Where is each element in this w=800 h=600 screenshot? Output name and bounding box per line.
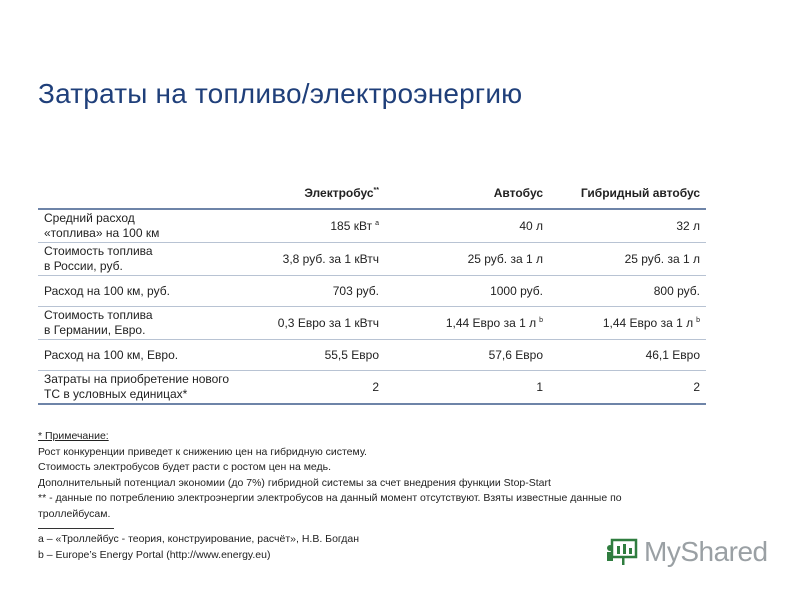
myshared-logo [606,536,768,568]
cell-hybrid [549,371,706,405]
table-row [38,371,706,405]
cell-electric [238,340,385,371]
row-label-line: «топлива» на 100 км [44,226,160,240]
cell-hybrid [549,276,706,307]
row-label-line: Стоимость топлива [44,308,153,322]
footnote-marker: a [375,220,379,227]
header-empty [38,178,238,209]
header-bus: Автобус [385,178,549,209]
table-header-row [38,178,706,209]
cell-value: 703 руб. [332,284,379,298]
cell-electric [238,209,385,243]
presentation-board-icon [606,537,638,567]
note-line: Рост конкуренции приведет к снижению цен на гибридную систему. [38,445,367,458]
header-electric: Электробус** [238,178,385,209]
cell-value: 1,44 Евро за 1 л [602,316,694,330]
row-label-line: Средний расход [44,211,135,225]
cell-value: 185 кВт [330,219,373,233]
cell-value: 25 руб. за 1 л [467,252,543,266]
fuel-cost-table [38,178,706,405]
row-label-line: ТС в условных единицах* [44,387,188,401]
cell-value: 1,44 Евро за 1 л [445,316,537,330]
row-label [38,371,238,405]
cell-electric [238,371,385,405]
cell-bus [385,340,549,371]
cell-value: 800 руб. [653,284,700,298]
cell-bus [385,276,549,307]
row-label [38,243,238,276]
row-label-line: Стоимость топлива [44,244,153,258]
row-label-line: Расход на 100 км, Евро. [44,347,179,362]
cell-hybrid [549,209,706,243]
cell-value: 55,5 Евро [324,348,379,362]
cell-electric [238,243,385,276]
footnote-marker: b [539,317,543,324]
cell-value: 1 [536,380,543,394]
cell-hybrid [549,307,706,340]
cell-hybrid [549,340,706,371]
row-label [38,209,238,243]
note-line: Дополнительный потенциал экономии (до 7%) гибридной системы за счет внедрения функции Stop-Start [38,476,551,489]
row-label-line: Расход на 100 км, руб. [44,283,170,298]
header-hybrid: Гибридный автобус [549,178,706,209]
row-label-line: в России, руб. [44,259,123,273]
row-label-line: в Германии, Евро. [44,323,146,337]
table-row [38,340,706,371]
cell-value: 0,3 Евро за 1 кВтч [277,316,379,330]
table-row [38,243,706,276]
cell-bus [385,307,549,340]
cell-electric [238,276,385,307]
note-line: Стоимость электробусов будет расти с ростом цен на медь. [38,461,332,473]
notes-heading: * Примечание: [38,430,109,442]
logo-text: MyShared [644,536,768,567]
table-row [38,276,706,307]
note-line: ** - данные по потреблению электроэнергии электробусов на данный момент отсутствуют. Взяты известные данные по троллейбусам. [38,492,622,520]
reference-b: b – Europe’s Energy Portal (http://www.energy.eu) [38,548,271,561]
cell-value: 25 руб. за 1 л [624,252,700,266]
footnote-marker: b [696,317,700,324]
cell-value: 2 [372,380,379,394]
cell-electric [238,307,385,340]
cell-hybrid [549,243,706,276]
cell-value: 40 л [519,219,543,233]
header-electric-sup: ** [373,187,379,194]
reference-a: a – «Троллейбус - теория, конструирование, расчёт», Н.В. Богдан [38,533,360,545]
cell-bus [385,243,549,276]
cell-value: 46,1 Евро [645,348,700,362]
cell-value: 57,6 Евро [488,348,543,362]
cell-value: 1000 руб. [490,284,543,298]
table-row [38,209,706,243]
row-label [38,307,238,340]
page-title: Затраты на топливо/электроэнергию [38,78,523,109]
footnotes [38,429,678,563]
footnote-divider [38,528,114,529]
cell-value: 2 [693,380,700,394]
row-label [38,276,238,307]
cell-value: 3,8 руб. за 1 кВтч [282,252,379,266]
row-label [38,340,238,371]
table-row [38,307,706,340]
cell-bus [385,371,549,405]
cell-value: 32 л [676,219,700,233]
cell-bus [385,209,549,243]
row-label-line: Затраты на приобретение нового [44,372,230,386]
